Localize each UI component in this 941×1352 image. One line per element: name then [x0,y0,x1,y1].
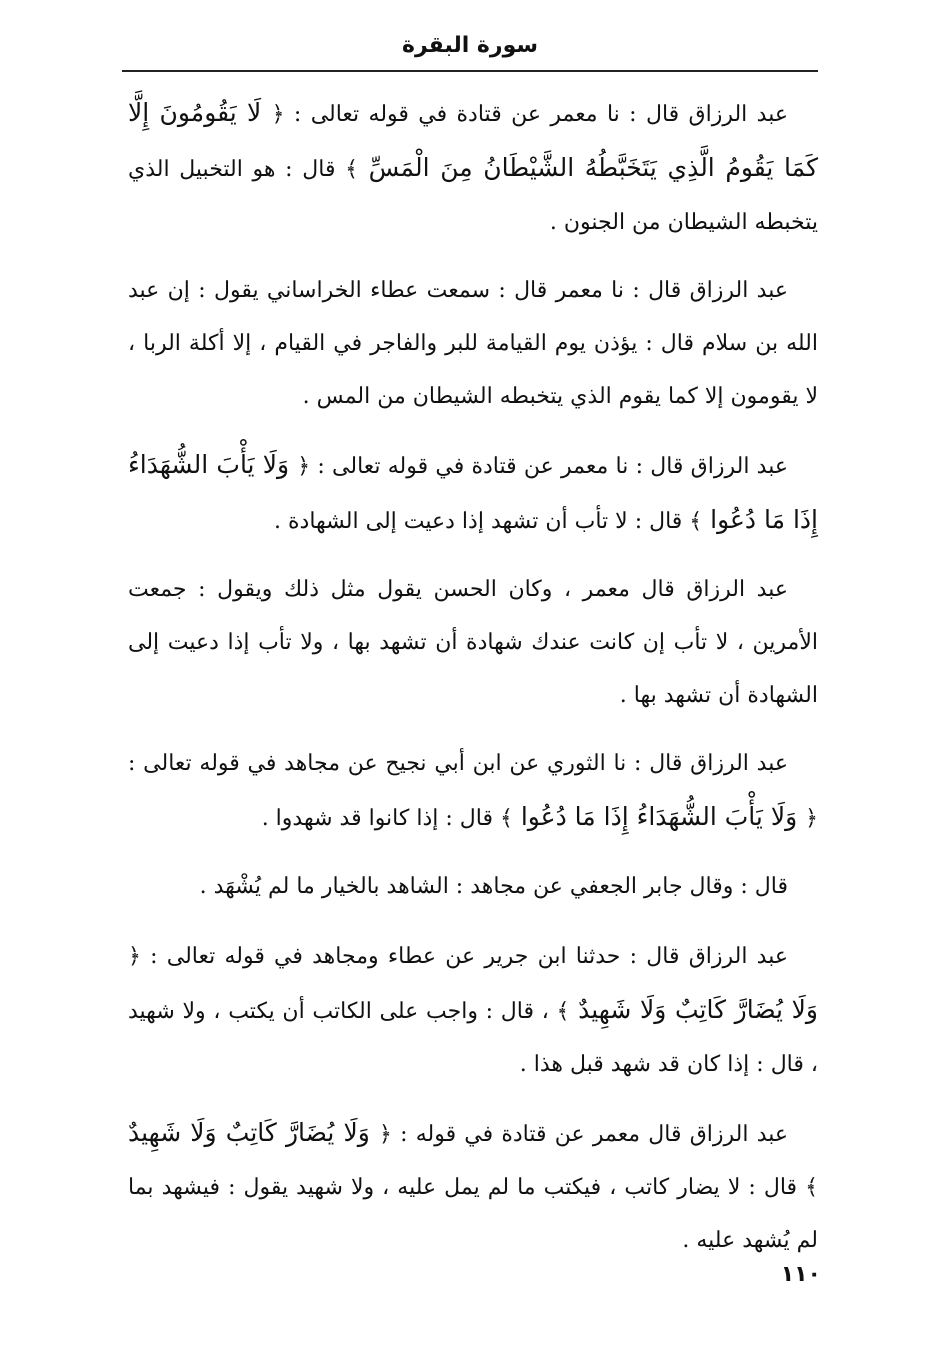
running-header-title: سورة البقرة [401,33,539,58]
paragraph-text: عبد الرزاق قال معمر عن قتادة في قوله : ﴿ [378,1122,789,1147]
paragraph-6 [128,860,818,913]
paragraph-text: قال : وقال جابر الجعفي عن مجاهد : الشاهد بالخيار ما لم يُشْهَد . [199,874,788,899]
paragraph-8 [128,1106,818,1267]
paragraph-text: عبد الرزاق قال : نا معمر قال : سمعت عطاء الخراساني يقول : إن عبد الله بن سلام قال : يؤذن يوم القيامة للبر والفاجر في القيام ، إلا أكلة الربا ، لا يقومون إلا كما يقوم الذي يتخبطه الشيطان من المس . [128,278,818,409]
paragraph-7 [128,928,818,1091]
quran-verse: وَلَا يُضَارَّ كَاتِبٌ وَلَا شَهِيدٌ [128,1118,379,1147]
paragraph-text: عبد الرزاق قال معمر ، وكان الحسن يقول مثل ذلك ويقول : جمعت الأمرين ، لا تأب إن كانت عندك شهادة أن تشهد بها ، ولا تأب إذا دعيت إلى الشهادة أن تشهد بها . [128,577,818,708]
quran-verse: لَا يَقُومُونَ إِلَّا كَمَا يَقُومُ الَّذِي يَتَخَبَّطُهُ الشَّيْطَانُ مِنَ الْمَسِّ [128,98,818,182]
paragraph-text: عبد الرزاق قال : نا الثوري عن ابن أبي نجيح عن مجاهد في قوله تعالى : ﴿ [128,751,818,831]
paragraph-5 [128,737,818,845]
paragraph-3 [128,438,818,548]
paragraph-4 [128,563,818,722]
paragraph-text: ﴾ قال : لا يضار كاتب ، فيكتب ما لم يمل عليه ، ولا شهيد يقول : فيشهد بما لم يُشهد عليه . [128,1175,818,1253]
paragraph-1 [128,86,818,249]
page-body [128,86,818,1282]
paragraph-text: ﴾ ، قال : واجب على الكاتب أن يكتب ، ولا شهيد ، قال : إذا كان قد شهد قبل هذا . [128,999,818,1077]
quran-verse: وَلَا يُضَارَّ كَاتِبٌ وَلَا شَهِيدٌ [569,995,818,1024]
paragraph-text: عبد الرزاق قال : نا معمر عن قتادة في قوله تعالى : ﴿ [271,102,788,127]
header-rule [122,70,818,72]
paragraph-text: عبد الرزاق قال : حدثنا ابن جرير عن عطاء ومجاهد في قوله تعالى : ﴿ [128,944,788,969]
page-number: ١١٠ [780,1262,821,1287]
paragraph-2 [128,264,818,423]
paragraph-text: ﴾ قال : هو التخبيل الذي يتخبطه الشيطان من الجنون . [128,157,818,235]
paragraph-text: عبد الرزاق قال : نا معمر عن قتادة في قوله تعالى : ﴿ [297,454,788,479]
paragraph-text: ﴾ قال : لا تأب أن تشهد إذا دعيت إلى الشهادة . [274,509,703,534]
paragraph-text: ﴾ قال : إذا كانوا قد شهدوا . [261,806,513,831]
quran-verse: وَلَا يَأْبَ الشُّهَدَاءُ إِذَا مَا دُعُوا [512,802,806,831]
quran-verse: وَلَا يَأْبَ الشُّهَدَاءُ إِذَا مَا دُعُوا [128,450,818,534]
